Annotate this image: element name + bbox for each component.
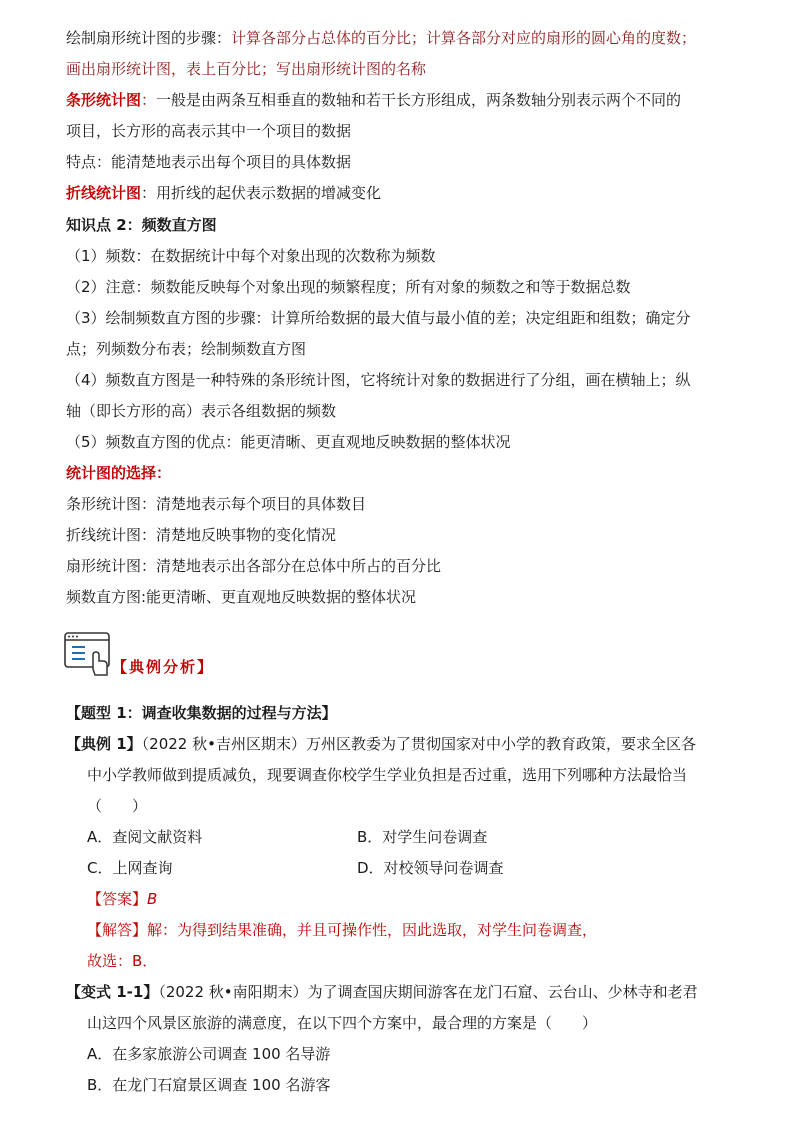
text-line <box>66 182 381 204</box>
solution-end: 故选：B． <box>87 952 158 970</box>
option-b: B．对学生问卷调查 <box>357 828 488 846</box>
text-line <box>66 27 696 49</box>
answer-value: B <box>147 890 158 908</box>
text-line: （ ） <box>87 797 148 815</box>
section-heading: 知识点 2：频数直方图 <box>66 216 217 234</box>
solution-text: 解：为得到结果准确，并且可操作性，因此选取，对学生问卷调查， <box>147 921 598 939</box>
text-span: （2022 秋•南阳期末）为了调查国庆期间游客在龙门石窟、云台山、少林寺和老君 <box>158 983 698 1001</box>
text-line: 条形统计图：清楚地表示每个项目的具体数目 <box>66 495 367 513</box>
option-b: B．在龙门石窟景区调查 100 名游客 <box>87 1076 331 1094</box>
text-span: 绘制扇形统计图的步骤： <box>66 29 232 47</box>
text-span: （2022 秋•吉州区期末）万州区教委为了贯彻国家对中小学的教育政策，要求全区各 <box>141 735 696 753</box>
option-row <box>87 857 172 879</box>
banner-title: 【典例分析】 <box>112 658 215 676</box>
answer-line <box>87 888 157 910</box>
variant-label: 【变式 1-1】 <box>66 983 159 1001</box>
text-line: （5）频数直方图的优点：能更清晰、更直观地反映数据的整体状况 <box>66 433 511 451</box>
solution-label: 【解答】 <box>87 921 148 939</box>
example-label: 【典例 1】 <box>66 735 142 753</box>
text-line: 频数直方图:能更清晰、更直观地反映数据的整体状况 <box>66 588 417 606</box>
text-line: 点；列频数分布表；绘制频数直方图 <box>66 340 307 358</box>
text-span: ： <box>141 91 157 109</box>
text-line <box>66 733 696 755</box>
text-line: （3）绘制频数直方图的步骤：计算所给数据的最大值与最小值的差；决定组距和组数；确定分 <box>66 309 691 327</box>
text-line <box>66 89 681 111</box>
option-d: D．对校领导问卷调查 <box>357 859 504 877</box>
text-span: ：用折线的起伏表示数据的增减变化 <box>141 184 382 202</box>
text-span: 计算各部分占总体的百分比；计算各部分对应的扇形的圆心角的度数； <box>231 29 697 47</box>
text-line <box>66 981 698 1003</box>
term-label: 折线统计图 <box>66 184 142 202</box>
text-line: 中小学教师做到提质减负，现要调查你校学生学业负担是否过重，选用下列哪种方法最恰当 <box>87 766 688 784</box>
answer-label: 【答案】 <box>87 890 148 908</box>
text-line: 项目，长方形的高表示其中一个项目的数据 <box>66 122 352 140</box>
text-line: 轴（即长方形的高）表示各组数据的频数 <box>66 402 337 420</box>
text-span: 一般是由两条互相垂直的数轴和若干长方形组成，两条数轴分别表示两个不同的 <box>156 91 682 109</box>
option-c: C．上网查询 <box>87 859 173 877</box>
section-heading: 统计图的选择： <box>66 464 172 482</box>
option-row <box>87 826 202 848</box>
text-line: 折线统计图：清楚地反映事物的变化情况 <box>66 526 337 544</box>
solution-line <box>87 919 597 941</box>
text-line: 山这四个风景区旅游的满意度，在以下四个方案中，最合理的方案是（ ） <box>87 1014 598 1032</box>
text-line: 特点：能清楚地表示出每个项目的具体数据 <box>66 153 352 171</box>
text-line: 扇形统计图：清楚地表示出各部分在总体中所占的百分比 <box>66 557 442 575</box>
option-a: A．查阅文献资料 <box>87 828 203 846</box>
text-line: （4）频数直方图是一种特殊的条形统计图，它将统计对象的数据进行了分组，画在横轴上；纵 <box>66 371 691 389</box>
text-line: （1）频数：在数据统计中每个对象出现的次数称为频数 <box>66 247 436 265</box>
text-line: （2）注意：频数能反映每个对象出现的频繁程度；所有对象的频数之和等于数据总数 <box>66 278 631 296</box>
text-line: 画出扇形统计图，表上百分比；写出扇形统计图的名称 <box>66 60 427 78</box>
question-type-heading: 【题型 1：调查收集数据的过程与方法】 <box>66 704 337 722</box>
term-label: 条形统计图 <box>66 91 142 109</box>
option-a: A．在多家旅游公司调查 100 名导游 <box>87 1045 331 1063</box>
